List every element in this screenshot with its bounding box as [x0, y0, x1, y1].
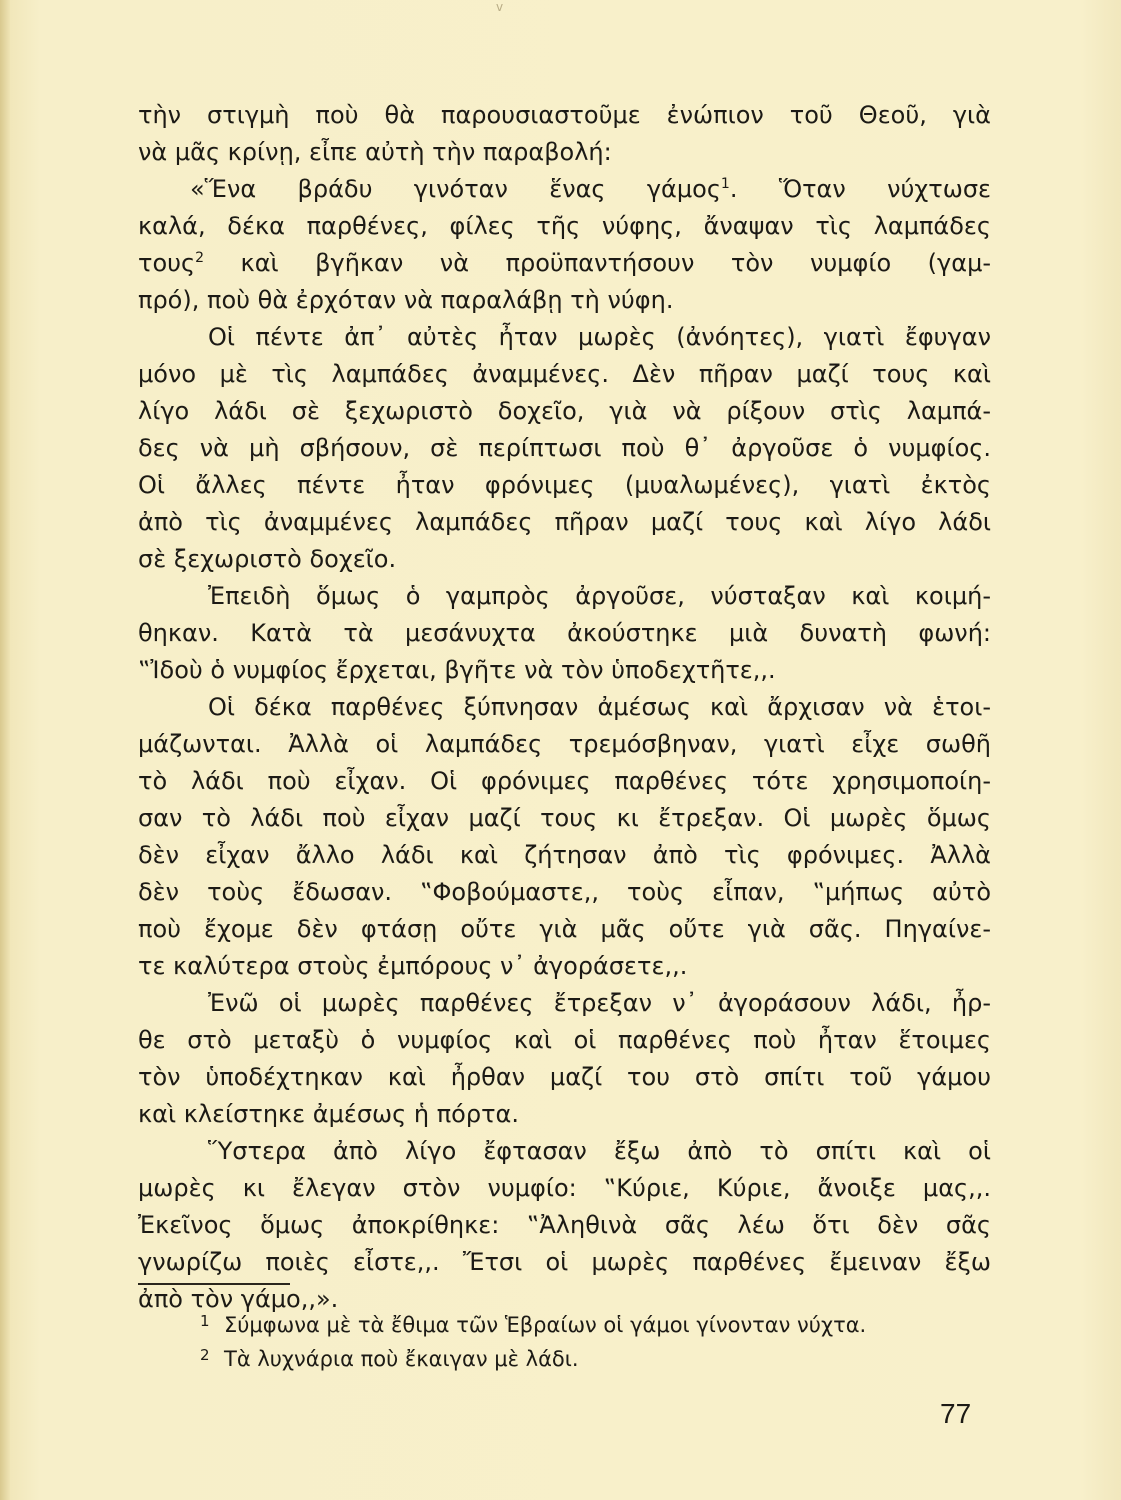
text-segment: πρό), ποὺ θὰ ἐρχόταν νὰ παραλάβῃ τὴ νύφη.	[138, 286, 674, 314]
text-segment: Ὕστερα ἀπὸ λίγο ἔφτασαν ἔξω ἀπὸ τὸ σπίτι καὶ οἱ	[208, 1137, 991, 1165]
text-segment: σαν τὸ λάδι ποὺ εἶχαν μαζί τους κι ἔτρεξαν. Οἱ μωρὲς ὅμως	[138, 804, 991, 832]
text-line	[138, 1244, 991, 1281]
text-line	[138, 171, 991, 208]
text-segment: ποὺ ἔχομε δὲν φτάσῃ οὔτε γιὰ μᾶς οὔτε γιὰ σᾶς. Πηγαίνε-	[138, 915, 991, 943]
text-line	[138, 282, 991, 319]
text-segment: καλά, δέκα παρθένες, φίλες τῆς νύφης, ἄναψαν τὶς λαμπάδες	[138, 212, 991, 240]
text-line	[138, 800, 991, 837]
text-line-content	[138, 319, 991, 356]
text-line-content	[138, 467, 991, 504]
text-line	[138, 467, 991, 504]
text-line-content	[138, 282, 991, 319]
text-line	[138, 763, 991, 800]
text-segment: «Ἕνα βράδυ γινόταν ἕνας γάμος	[190, 175, 721, 203]
footnote-text: Τὰ λυχνάρια ποὺ ἔκαιγαν μὲ λάδι.	[224, 1347, 579, 1371]
text-segment: Ἐπειδὴ ὅμως ὁ γαμπρὸς ἀργοῦσε, νύσταξαν καὶ κοιμή-	[208, 582, 991, 610]
footnote-reference: 2	[195, 250, 205, 266]
text-line-content	[138, 1207, 991, 1244]
text-line-content	[138, 97, 991, 134]
text-line	[138, 615, 991, 652]
text-segment: Οἱ πέντε ἀπ᾿ αὐτὲς ἦταν μωρὲς (ἀνόητες), γιατὶ ἔφυγαν	[208, 323, 991, 351]
text-line	[138, 245, 991, 282]
text-line	[138, 1207, 991, 1244]
footnote-rule	[138, 1283, 290, 1285]
text-segment: τε καλύτερα στοὺς ἐμπόρους ν᾿ ἀγοράσετε,,.	[138, 952, 688, 980]
text-line-content	[138, 1059, 991, 1096]
text-line-content	[138, 911, 991, 948]
text-line-content	[138, 578, 991, 615]
text-line-content	[138, 1022, 991, 1059]
text-line-content	[138, 1096, 991, 1133]
text-line	[138, 652, 991, 689]
text-line-content	[138, 763, 991, 800]
text-segment: ἀπὸ τὶς ἀναμμένες λαμπάδες πῆραν μαζί τους καὶ λίγο λάδι	[138, 508, 991, 536]
text-line-content	[138, 652, 991, 689]
text-segment: Ἐκεῖνος ὅμως ἀποκρίθηκε: ‟Ἀληθινὰ σᾶς λέω ὅτι δὲν σᾶς	[138, 1211, 991, 1239]
text-line	[138, 1096, 991, 1133]
footnote-text: Σύμφωνα μὲ τὰ ἔθιμα τῶν Ἑβραίων οἱ γάμοι γίνονταν νύχτα.	[224, 1313, 867, 1337]
text-line-content	[138, 208, 991, 245]
text-line	[138, 430, 991, 467]
text-segment: δες νὰ μὴ σβήσουν, σὲ περίπτωσι ποὺ θ᾿ ἀργοῦσε ὁ νυμφίος.	[138, 434, 991, 462]
text-segment: νὰ μᾶς κρίνῃ, εἶπε αὐτὴ τὴν παραβολή:	[138, 138, 612, 166]
text-line-content	[138, 615, 991, 652]
footnote-mark: 1	[200, 1312, 210, 1330]
text-segment: ‟Ἰδοὺ ὁ νυμφίος ἔρχεται, βγῆτε νὰ τὸν ὑποδεχτῆτε,,.	[138, 656, 776, 684]
text-line-content	[138, 689, 991, 726]
text-line	[138, 874, 991, 911]
text-segment: μόνο μὲ τὶς λαμπάδες ἀναμμένες. Δὲν πῆραν μαζί τους καὶ	[138, 360, 991, 388]
text-line-content	[138, 1244, 991, 1281]
text-segment: θηκαν. Κατὰ τὰ μεσάνυχτα ἀκούστηκε μιὰ δυνατὴ φωνή:	[138, 619, 991, 647]
text-line	[138, 689, 991, 726]
page-binding-edge	[0, 0, 10, 1500]
page-number: 77	[940, 1398, 972, 1429]
text-line	[138, 837, 991, 874]
text-segment: Οἱ ἄλλες πέντε ἦταν φρόνιμες (μυαλωμένες), γιατὶ ἐκτὸς	[138, 471, 991, 499]
text-segment: τὸ λάδι ποὺ εἶχαν. Οἱ φρόνιμες παρθένες τότε χρησιμοποίη-	[138, 767, 991, 795]
text-segment: σὲ ξεχωριστὸ δοχεῖο.	[138, 545, 397, 573]
text-line-content	[138, 393, 991, 430]
text-line-content	[138, 134, 991, 171]
text-line-content	[138, 948, 991, 985]
text-line-content	[138, 356, 991, 393]
text-segment: λίγο λάδι σὲ ξεχωριστὸ δοχεῖο, γιὰ νὰ ρίξουν στὶς λαμπά-	[138, 397, 991, 425]
text-line-content	[138, 985, 991, 1022]
text-segment: τὴν στιγμὴ ποὺ θὰ παρουσιαστοῦμε ἐνώπιον τοῦ Θεοῦ, γιὰ	[138, 101, 991, 129]
text-line	[138, 393, 991, 430]
text-line	[138, 208, 991, 245]
text-line	[138, 985, 991, 1022]
text-segment: καὶ κλείστηκε ἀμέσως ἡ πόρτα.	[138, 1100, 519, 1128]
text-line-content	[138, 726, 991, 763]
text-line-content	[138, 245, 991, 282]
footnotes	[200, 1304, 1000, 1372]
footnote-reference: 1	[720, 176, 730, 192]
footnote-1	[200, 1304, 1000, 1338]
text-line-content	[138, 171, 991, 208]
text-line-content	[138, 430, 991, 467]
text-line	[138, 1170, 991, 1207]
text-line	[138, 1022, 991, 1059]
text-segment: Οἱ δέκα παρθένες ξύπνησαν ἀμέσως καὶ ἄρχισαν νὰ ἑτοι-	[208, 693, 991, 721]
text-segment: τὸν ὑποδέχτηκαν καὶ ἦρθαν μαζί του στὸ σπίτι τοῦ γάμου	[138, 1063, 991, 1091]
text-segment: μωρὲς κι ἔλεγαν στὸν νυμφίο: ‟Κύριε, Κύριε, ἄνοιξε μας,,.	[138, 1174, 991, 1202]
text-line	[138, 948, 991, 985]
text-segment: ἀπὸ τὸν γάμο,,».	[138, 1285, 339, 1313]
text-line-content	[138, 504, 991, 541]
text-line	[138, 578, 991, 615]
text-line	[138, 319, 991, 356]
text-line	[138, 1133, 991, 1170]
text-line	[138, 134, 991, 171]
text-segment: τους	[138, 249, 196, 277]
text-line	[138, 97, 991, 134]
text-line	[138, 356, 991, 393]
text-segment: γνωρίζω ποιὲς εἶστε,,. Ἔτσι οἱ μωρὲς παρθένες ἔμειναν ἔξω	[138, 1248, 991, 1276]
body-text	[138, 97, 991, 1318]
text-line	[138, 504, 991, 541]
text-segment: δὲν τοὺς ἔδωσαν. ‟Φοβούμαστε,, τοὺς εἶπαν, ‟μήπως αὐτὸ	[138, 878, 991, 906]
footnote-mark: 2	[200, 1346, 210, 1364]
text-line-content	[138, 837, 991, 874]
text-line-content	[138, 541, 991, 578]
text-line-content	[138, 1133, 991, 1170]
text-segment: δὲν εἶχαν ἄλλο λάδι καὶ ζήτησαν ἀπὸ τὶς φρόνιμες. Ἀλλὰ	[138, 841, 991, 869]
text-line-content	[138, 874, 991, 911]
text-line-content	[138, 1170, 991, 1207]
text-segment: καὶ βγῆκαν νὰ προϋπαντήσουν τὸν νυμφίο (γαμ-	[204, 249, 991, 277]
text-segment: . Ὅταν νύχτωσε	[729, 175, 991, 203]
text-segment: Ἐνῶ οἱ μωρὲς παρθένες ἔτρεξαν ν᾿ ἀγοράσουν λάδι, ἦρ-	[208, 989, 991, 1017]
text-line	[138, 541, 991, 578]
text-segment: μάζωνται. Ἀλλὰ οἱ λαμπάδες τρεμόσβηναν, γιατὶ εἶχε σωθῆ	[138, 730, 991, 758]
top-mark: v	[496, 0, 504, 14]
text-segment: θε στὸ μεταξὺ ὁ νυμφίος καὶ οἱ παρθένες ποὺ ἦταν ἕτοιμες	[138, 1026, 991, 1054]
text-line	[138, 1059, 991, 1096]
text-line	[138, 726, 991, 763]
text-line	[138, 911, 991, 948]
footnote-2	[200, 1338, 1000, 1372]
text-line-content	[138, 800, 991, 837]
